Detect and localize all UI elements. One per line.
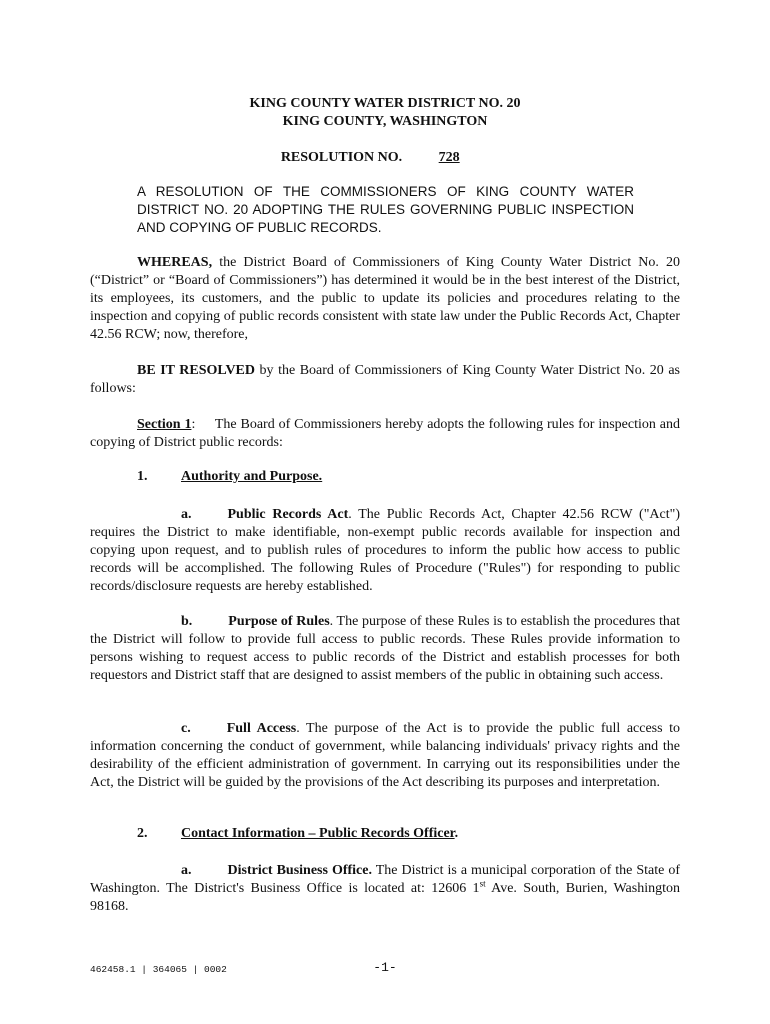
part1b-text: . The purpose of these Rules is to establish the procedures that the District will follow to provide full access to public records. These Rules provide information to persons wishing to request access to public records of the District and establish processes for both requestors and District staff that are designed to assist members of the public in obtaining such access. bbox=[90, 614, 680, 683]
section1-text: : The Board of Commissioners hereby adopts the following rules for inspection and copying of District public records: bbox=[90, 417, 680, 450]
whereas-text: the District Board of Commissioners of King County Water District No. 20 (“District” or “Board of Commissioners”) has determined it would be in the best interest of the District, its employees, its customers, and the public to update its policies and procedures relating to the inspection and copying of public records consistent with state law under the Public Records Act, Chapter 42.56 RCW; now, therefore, bbox=[90, 255, 680, 342]
section1-paragraph bbox=[90, 416, 680, 452]
part1c-text: . The purpose of the Act is to provide the public full access to information concerning the conduct of government, while balancing individuals' privacy rights and the desirability of the efficient administration of government. In carrying out its responsibilities under the Act, the District will be guided by the provisions of the Act describing its purposes and interpretation. bbox=[90, 721, 681, 790]
part1c-title: Full Access bbox=[226, 721, 297, 736]
resolution-label: RESOLUTION NO. bbox=[280, 150, 403, 165]
part2-heading: Contact Information – Public Records Officer bbox=[181, 826, 455, 841]
part2a-title: District Business Office. bbox=[227, 863, 372, 878]
part2a-text-before: The District is a municipal corporation of the State of Washington. The District's Business Office is located at: 12606 1 bbox=[90, 863, 680, 896]
part2a-text-after: Ave. South, Burien, Washington 98168. bbox=[90, 881, 680, 914]
resolved-text: by the Board of Commissioners of King County Water District No. 20 as follows: bbox=[90, 363, 680, 396]
part1-number: 1. bbox=[137, 469, 148, 484]
part2a-paragraph bbox=[90, 862, 680, 916]
part2a-letter: a. bbox=[181, 863, 192, 878]
district-name: KING COUNTY WATER DISTRICT NO. 20 bbox=[249, 96, 521, 111]
part1a-text: . The Public Records Act, Chapter 42.56 RCW ("Act") requires the District to make identifiable, non-exempt public records available for inspection and copying upon request, and to publish rules of procedures to inform the public how access to public records will be accomplished. The following Rules of Procedure ("Rules") for responding to public records/disclosure requests are hereby established. bbox=[90, 507, 680, 594]
resolution-title: A RESOLUTION OF THE COMMISSIONERS OF KING COUNTY WATER DISTRICT NO. 20 ADOPTING THE RULES GOVERNING PUBLIC INSPECTION AND COPYING OF PUBLIC RECORDS. bbox=[137, 184, 634, 235]
part1b-paragraph bbox=[90, 613, 680, 685]
part1-heading: Authority and Purpose. bbox=[181, 469, 323, 484]
part1c-letter: c. bbox=[181, 721, 191, 736]
part2-heading-period: . bbox=[454, 826, 459, 841]
whereas-lead: WHEREAS, bbox=[137, 255, 213, 270]
county-state: KING COUNTY, WASHINGTON bbox=[282, 114, 488, 129]
section1-label: Section 1 bbox=[137, 417, 192, 432]
part2-heading-line bbox=[181, 826, 458, 842]
footer-document-id: 462458.1 | 364065 | 0002 bbox=[90, 964, 227, 975]
part2a-superscript: st bbox=[479, 878, 486, 889]
part1a-paragraph bbox=[90, 506, 680, 596]
resolution-number-line bbox=[0, 150, 770, 166]
part1b-title: Purpose of Rules bbox=[228, 614, 330, 629]
resolution-number: 728 bbox=[438, 150, 460, 165]
resolved-paragraph bbox=[90, 362, 680, 398]
footer-page-number: -1- bbox=[373, 960, 397, 975]
part1c-paragraph bbox=[90, 720, 680, 792]
part1b-letter: b. bbox=[181, 614, 193, 629]
part1a-letter: a. bbox=[181, 507, 192, 522]
part1a-title: Public Records Act bbox=[227, 507, 349, 522]
whereas-paragraph bbox=[90, 254, 680, 344]
resolved-lead: BE IT RESOLVED bbox=[137, 363, 256, 378]
part2-number: 2. bbox=[137, 826, 148, 841]
